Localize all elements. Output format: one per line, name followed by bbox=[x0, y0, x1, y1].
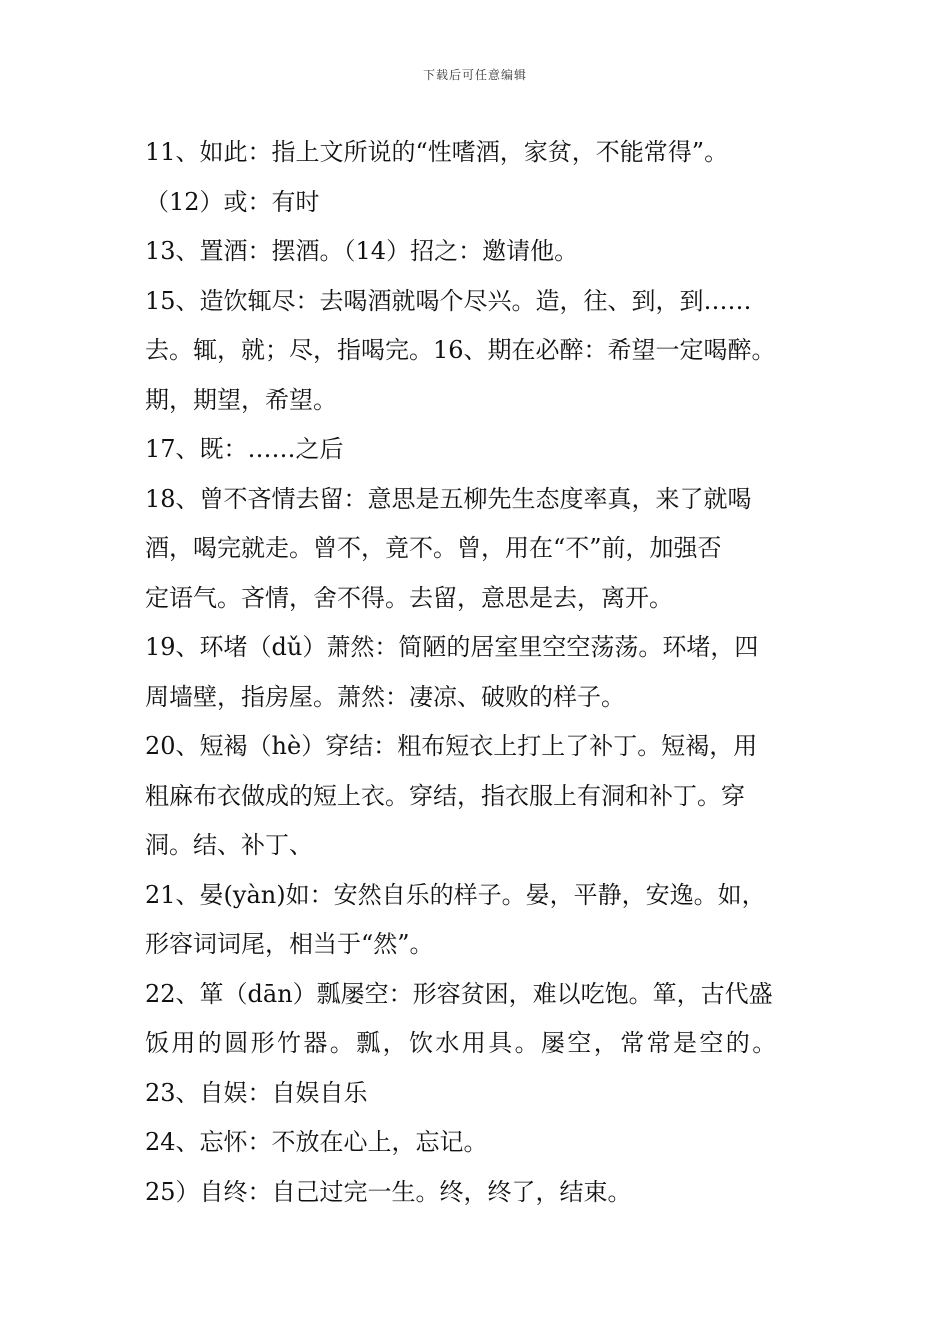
text-line: 酒，喝完就走。曾不，竟不。曾，用在“不”前，加强否 bbox=[145, 534, 722, 562]
text-line: 周墙壁，指房屋。萧然：凄凉、破败的样子。 bbox=[145, 682, 625, 711]
text-line: 11、如此：指上文所说的“性嗜酒，家贫，不能常得”。 bbox=[145, 138, 729, 166]
text-line: 22、箪（dān）瓢屡空：形容贫困，难以吃饱。箪，古代盛 bbox=[145, 979, 773, 1008]
text-line: 去。辄，就；尽，指喝完。16、期在必醉：希望一定喝醉。 bbox=[145, 336, 776, 364]
text-line: 15、造饮辄尽：去喝酒就喝个尽兴。造，往、到，到…… bbox=[145, 286, 752, 315]
text-line: 21、晏(yàn)如：安然自乐的样子。晏，平静，安逸。如， bbox=[145, 880, 766, 909]
text-line: 24、忘怀：不放在心上，忘记。 bbox=[145, 1128, 488, 1156]
text-line: 饭用的圆形竹器。瓢，饮水用具。屡空，常常是空的。 bbox=[145, 1029, 779, 1057]
text-line: （12）或：有时 bbox=[145, 187, 320, 216]
text-line: 13、置酒：摆酒。（14）招之：邀请他。 bbox=[145, 237, 579, 265]
text-line: 期，期望，希望。 bbox=[145, 385, 337, 414]
text-line: 20、短褐（hè）穿结：粗布短衣上打上了补丁。短褐，用 bbox=[145, 732, 758, 760]
text-line: 17、既：……之后 bbox=[145, 435, 344, 463]
text-line: 23、自娱：自娱自乐 bbox=[145, 1078, 368, 1107]
text-line: 形容词词尾，相当于“然”。 bbox=[145, 930, 434, 958]
text-line: 25）自终：自己过完一生。终，终了，结束。 bbox=[145, 1177, 632, 1206]
text-line: 洞。结、补丁、 bbox=[145, 831, 313, 859]
text-line: 19、环堵（dǔ）萧然：简陋的居室里空空荡荡。环堵，四 bbox=[145, 633, 759, 661]
text-line: 定语气。吝情，舍不得。去留，意思是去，离开。 bbox=[145, 583, 673, 612]
text-line: 18、曾不吝情去留：意思是五柳先生态度率真，来了就喝 bbox=[145, 484, 752, 513]
page-header: 下载后可任意编辑 bbox=[422, 68, 527, 82]
text-line: 粗麻布衣做成的短上衣。穿结，指衣服上有洞和补丁。穿 bbox=[145, 781, 745, 810]
document-body bbox=[145, 128, 835, 1217]
